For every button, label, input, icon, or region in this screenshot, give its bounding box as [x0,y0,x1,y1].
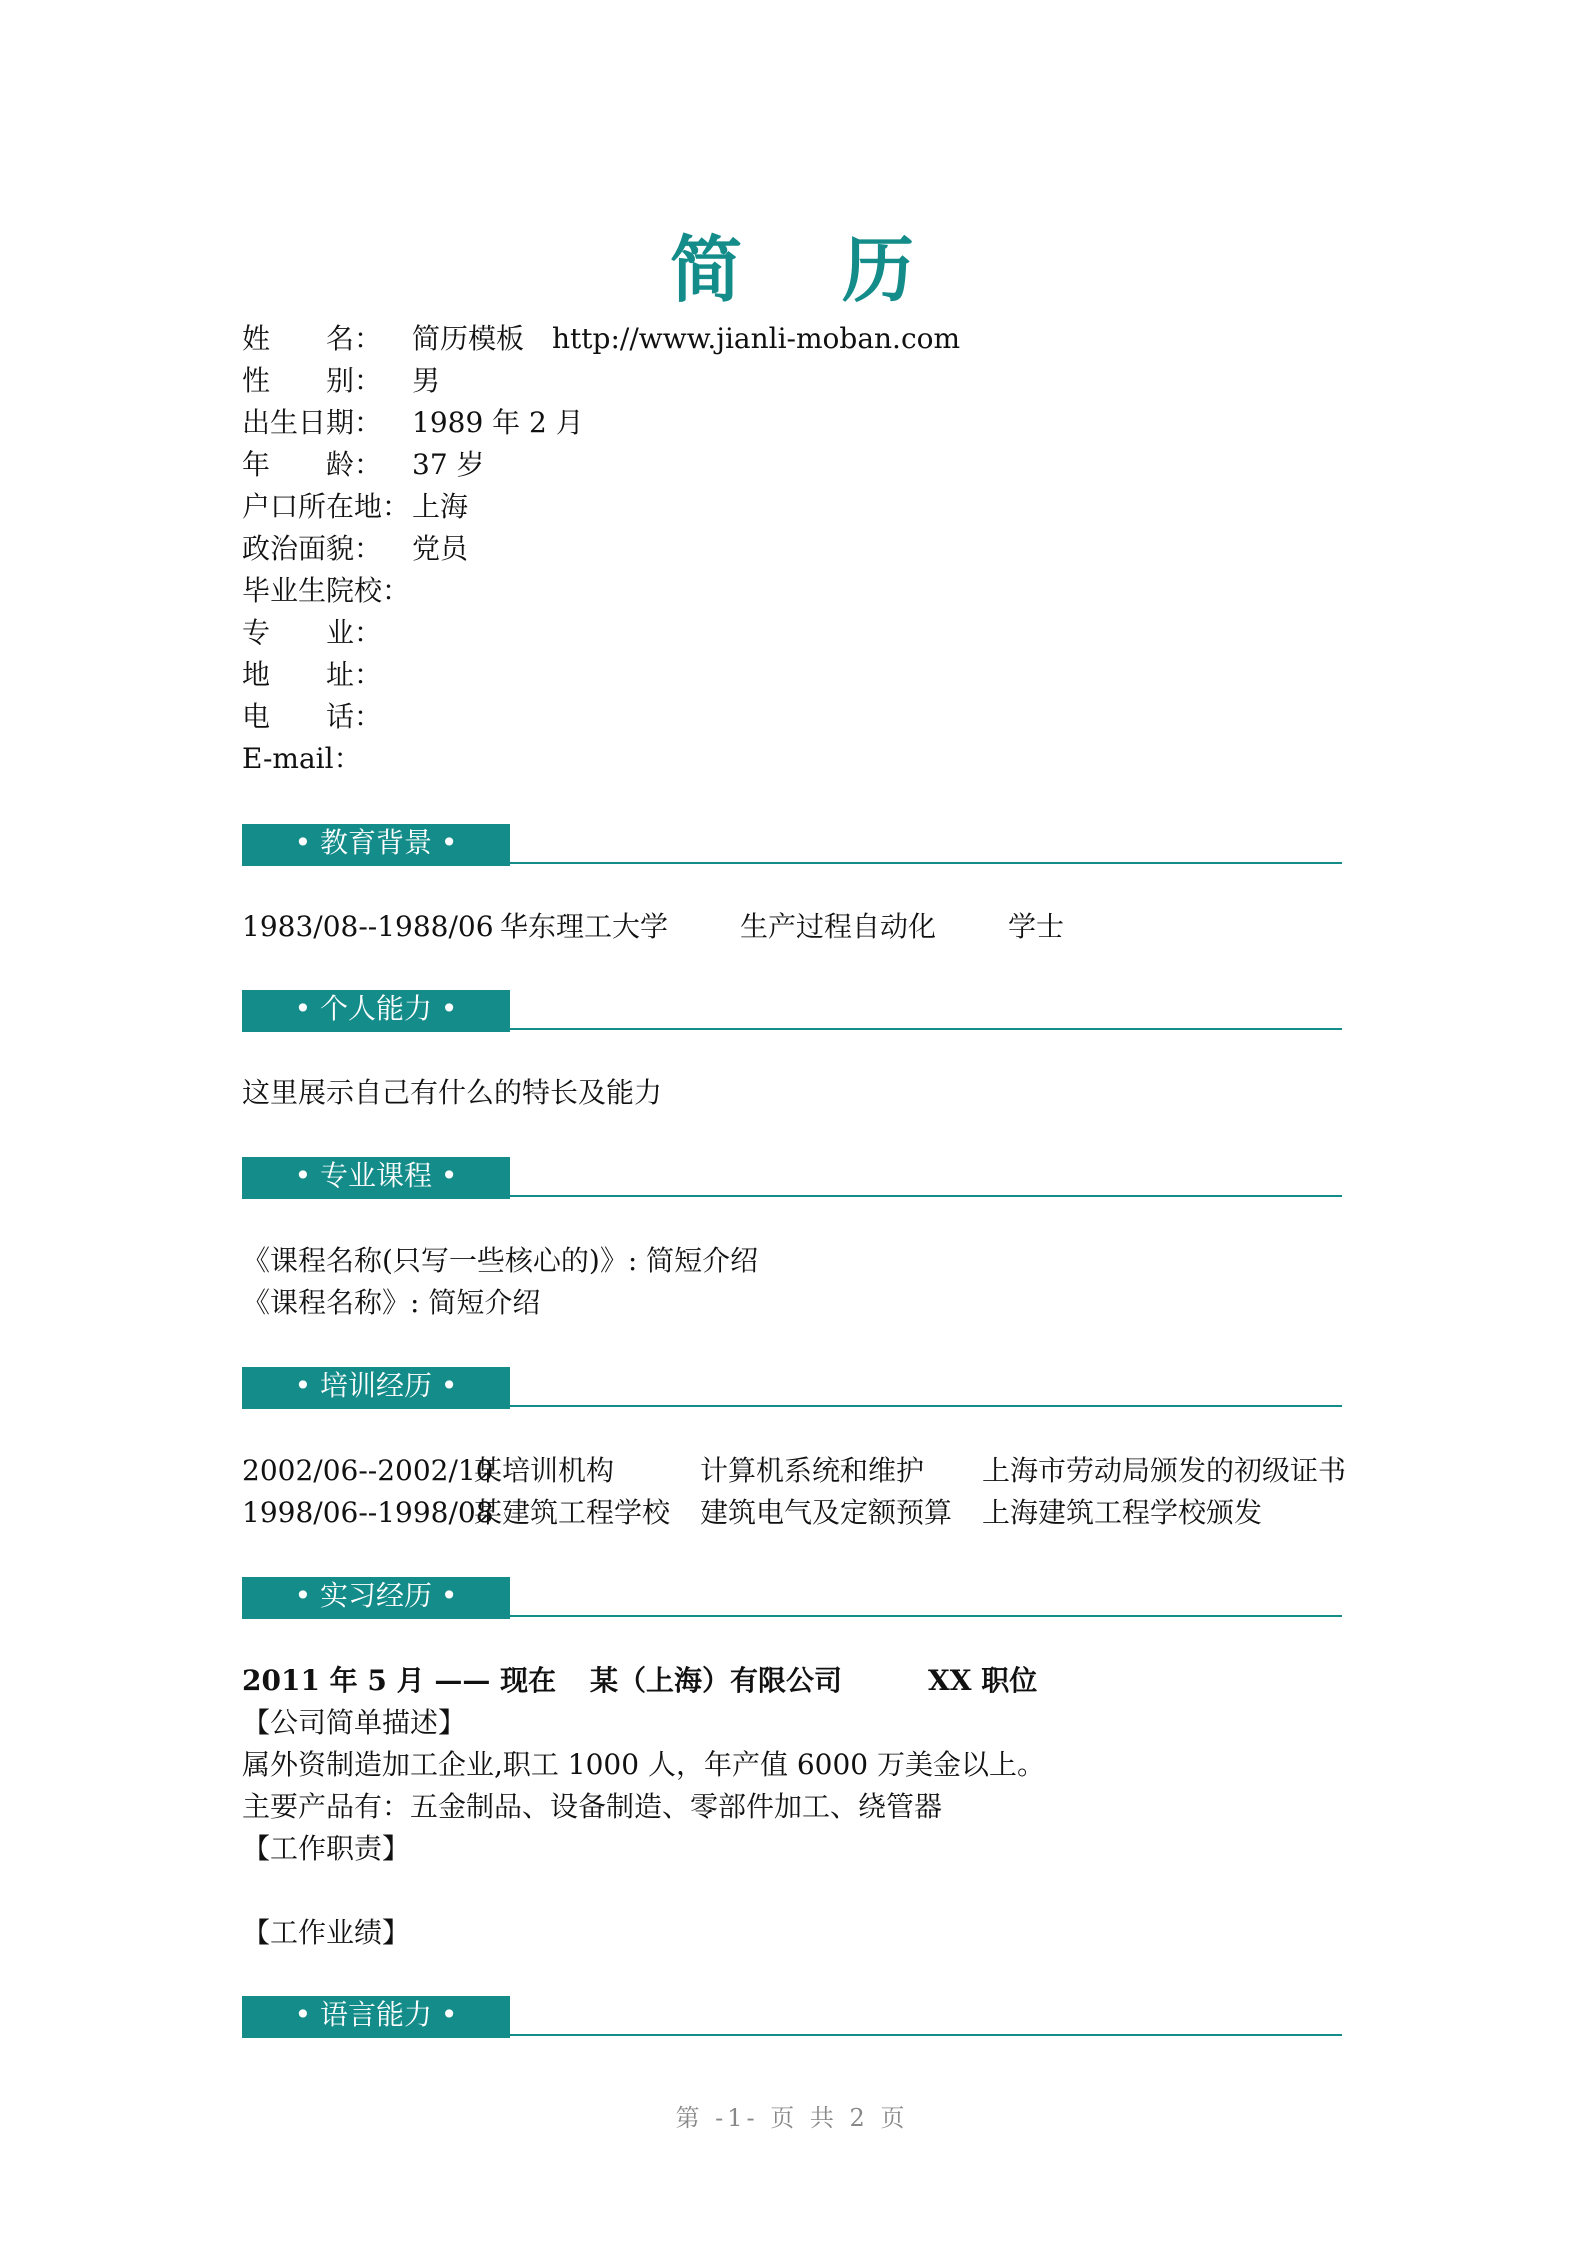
info-row-birth: 出生日期： 1989 年 2 月 [242,406,584,439]
internship-desc-line: 属外资制造加工企业,职工 1000 人，年产值 6000 万美金以上。 [242,1748,1046,1781]
training-row: 2002/06--2002/10某培训机构 计算机系统和维护 上海市劳动局颁发的初级证书 [242,1454,1347,1487]
internship-desc-line: 主要产品有：五金制品、设备制造、零部件加工、绕管器 [242,1790,943,1823]
course-item: 《课程名称(只写一些核心的)》: 简短介绍 [242,1244,759,1277]
resume-title [242,212,1342,316]
info-row-phone: 电 话： [242,700,383,733]
internship-result-heading: 【工作业绩】 [242,1916,411,1949]
course-item: 《课程名称》: 简短介绍 [242,1286,541,1319]
training-row: 1998/06--1998/08某建筑工程学校 建筑电气及定额预算 上海建筑工程学校颁发 [242,1496,1263,1529]
section-divider [510,1028,1342,1030]
section-divider [510,1615,1342,1617]
info-row-name: 姓 名： 简历模板 http://www.jianli-moban.com [242,322,961,355]
section-training-title: • 培训经历 • [242,1367,510,1405]
title-char-1: 简 [669,227,742,312]
internship-duty-heading: 【工作职责】 [242,1832,411,1865]
section-education-header [242,824,1342,866]
section-courses-title: • 专业课程 • [242,1157,510,1195]
resume-page [242,0,1347,2245]
section-courses-header [242,1157,1342,1199]
section-divider [510,862,1342,864]
info-row-age: 年 龄： 37 岁 [242,448,485,481]
info-row-address: 地 址： [242,658,383,691]
info-row-politics: 政治面貌： 党员 [242,532,469,565]
section-language-title: • 语言能力 • [242,1996,510,2034]
internship-row: 2011 年 5 月 —— 现在 某（上海）有限公司 XX 职位 [242,1664,1038,1697]
section-divider [510,2034,1342,2036]
info-row-school: 毕业生院校： [242,574,411,607]
ability-text: 这里展示自己有什么的特长及能力 [242,1076,663,1109]
info-row-hukou: 户口所在地：上海 [242,490,469,523]
section-internship-header [242,1577,1342,1619]
personal-info [242,318,1342,780]
section-ability-header [242,990,1342,1032]
title-char-2: 历 [842,227,915,312]
section-ability-title: • 个人能力 • [242,990,510,1028]
info-row-major: 专 业： [242,616,383,649]
education-row: 1983/08--1988/06 华东理工大学 生产过程自动化 学士 [242,910,1065,943]
section-education-title: • 教育背景 • [242,824,510,862]
section-divider [510,1195,1342,1197]
section-internship-title: • 实习经历 • [242,1577,510,1615]
website-link[interactable]: http://www.jianli-moban.com [552,322,961,355]
section-divider [510,1405,1342,1407]
page-footer: 第 -1- 页 共 2 页 [675,2104,909,2132]
section-language-header [242,1996,1342,2038]
info-row-email: E-mail： [242,742,362,775]
section-training-header [242,1367,1342,1409]
internship-desc-heading: 【公司简单描述】 [242,1706,467,1739]
info-row-gender: 性 别： 男 [242,364,441,397]
